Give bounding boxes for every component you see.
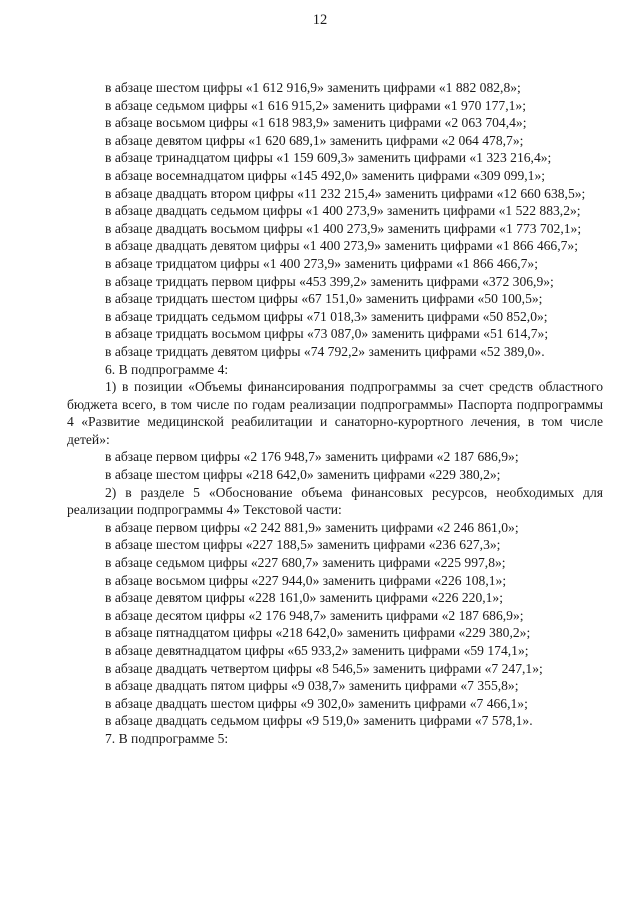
paragraph: в абзаце тринадцатом цифры «1 159 609,3» заменить цифрами «1 323 216,4»; (105, 150, 552, 166)
paragraph: в абзаце шестом цифры «1 612 916,9» заменить цифрами «1 882 082,8»; (105, 80, 521, 95)
paragraph: в абзаце первом цифры «2 242 881,9» заменить цифрами «2 246 861,0»; (105, 519, 519, 535)
paragraph: в абзаце тридцать первом цифры «453 399,2» заменить цифрами «372 306,9»; (105, 273, 554, 289)
paragraph: в абзаце десятом цифры «2 176 948,7» заменить цифрами «2 187 686,9»; (105, 607, 524, 623)
paragraph: в абзаце восемнадцатом цифры «145 492,0» заменить цифрами «309 099,1»; (105, 167, 546, 183)
paragraph: в абзаце шестом цифры «227 188,5» заменить цифрами «236 627,3»; (105, 537, 501, 553)
section-heading: 6. В подпрограмме 4: (105, 361, 229, 377)
paragraph: в абзаце двадцать девятом цифры «1 400 273,9» заменить цифрами «1 866 466,7»; (105, 238, 578, 254)
paragraph: в абзаце двадцать втором цифры «11 232 215,4» заменить цифрами «12 660 638,5»; (105, 185, 586, 201)
paragraph: 1) в позиции «Объемы финансирования подпрограммы за счет средств областного бюджета всего, в том числе по годам реализации подпрограммы» Паспорта подпрограммы 4 «Развитие медицинской реабилитации и санаторно-курортного лечения, в том числе детей»: (67, 379, 603, 447)
paragraph: в абзаце двадцать шестом цифры «9 302,0» заменить цифрами «7 466,1»; (105, 695, 528, 711)
paragraph: в абзаце восьмом цифры «227 944,0» заменить цифрами «226 108,1»; (105, 572, 507, 588)
paragraph: в абзаце тридцатом цифры «1 400 273,9» заменить цифрами «1 866 466,7»; (105, 255, 539, 271)
paragraph: в абзаце седьмом цифры «227 680,7» заменить цифрами «225 997,8»; (105, 555, 506, 571)
section-heading: 7. В подпрограмме 5: (105, 730, 229, 746)
paragraph: в абзаце девятнадцатом цифры «65 933,2» заменить цифрами «59 174,1»; (105, 643, 529, 658)
paragraph: в абзаце девятом цифры «1 620 689,1» заменить цифрами «2 064 478,7»; (105, 132, 524, 148)
document-body (67, 79, 603, 748)
paragraph: в абзаце тридцать девятом цифры «74 792,2» заменить цифрами «52 389,0». (105, 343, 545, 359)
page-number: 12 (312, 12, 328, 28)
paragraph: в абзаце первом цифры «2 176 948,7» заменить цифрами «2 187 686,9»; (105, 449, 519, 465)
paragraph: в абзаце двадцать седьмом цифры «9 519,0» заменить цифрами «7 578,1». (105, 713, 533, 729)
paragraph: в абзаце тридцать восьмом цифры «73 087,0» заменить цифрами «51 614,7»; (105, 326, 549, 342)
paragraph: в абзаце двадцать восьмом цифры «1 400 273,9» заменить цифрами «1 773 702,1»; (105, 220, 582, 236)
paragraph: в абзаце шестом цифры «218 642,0» заменить цифрами «229 380,2»; (105, 467, 501, 483)
paragraph: в абзаце седьмом цифры «1 616 915,2» заменить цифрами «1 970 177,1»; (105, 97, 526, 113)
paragraph: в абзаце восьмом цифры «1 618 983,9» заменить цифрами «2 063 704,4»; (105, 115, 527, 131)
paragraph: в абзаце двадцать четвертом цифры «8 546,5» заменить цифрами «7 247,1»; (105, 660, 543, 676)
paragraph: в абзаце двадцать пятом цифры «9 038,7» заменить цифрами «7 355,8»; (105, 678, 519, 694)
paragraph: в абзаце двадцать седьмом цифры «1 400 273,9» заменить цифрами «1 522 883,2»; (105, 203, 581, 219)
paragraph: в абзаце пятнадцатом цифры «218 642,0» заменить цифрами «229 380,2»; (105, 625, 531, 641)
paragraph: 2) в разделе 5 «Обоснование объема финансовых ресурсов, необходимых для реализации подпрограммы 4» Текстовой части: (67, 484, 603, 518)
paragraph: в абзаце девятом цифры «228 161,0» заменить цифрами «226 220,1»; (105, 590, 504, 606)
paragraph: в абзаце тридцать шестом цифры «67 151,0» заменить цифрами «50 100,5»; (105, 291, 543, 307)
paragraph: в абзаце тридцать седьмом цифры «71 018,3» заменить цифрами «50 852,0»; (105, 308, 548, 324)
